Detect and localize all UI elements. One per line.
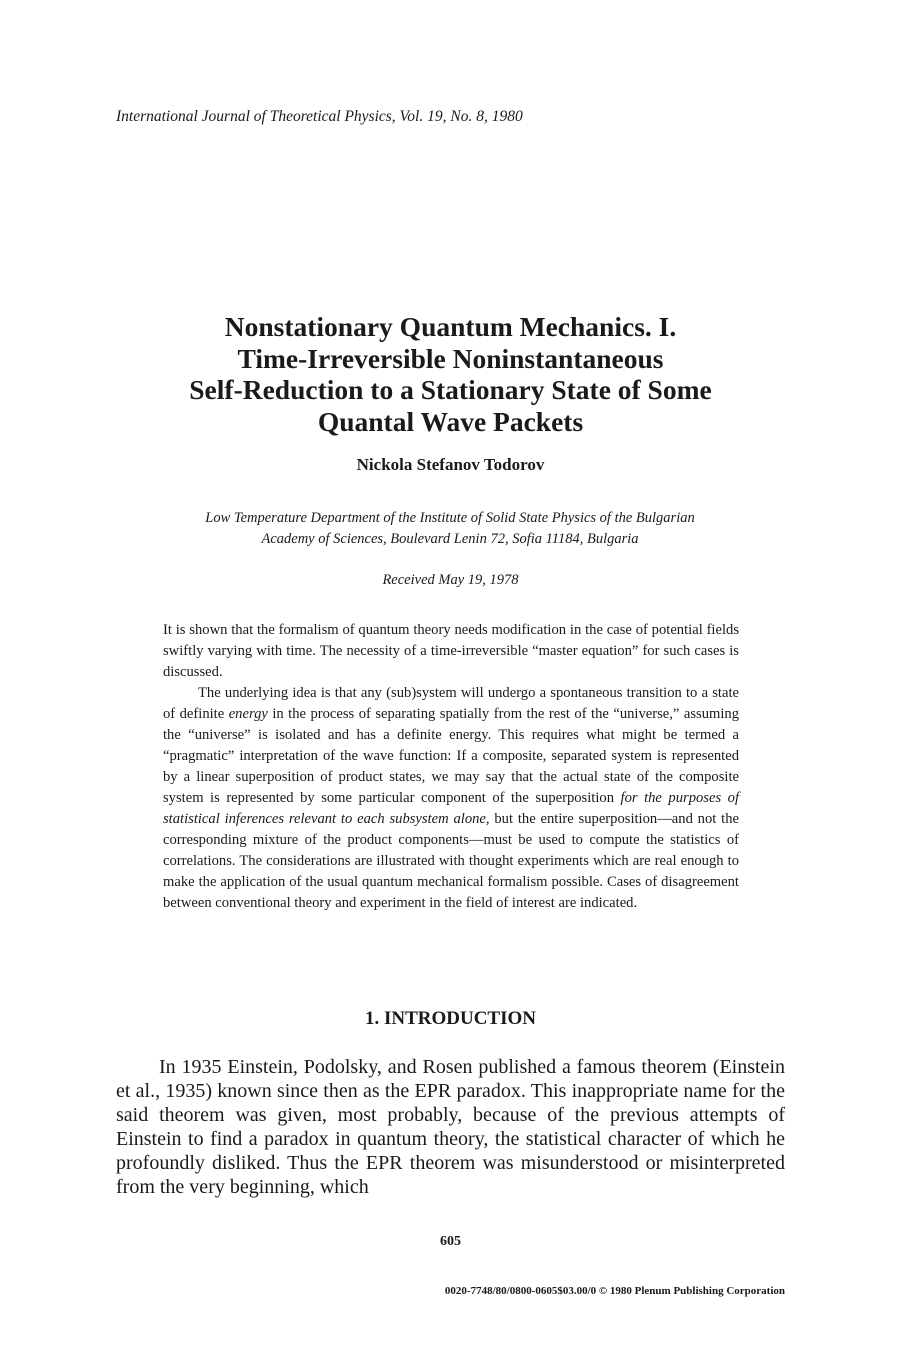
page-number: 605	[440, 1234, 461, 1249]
intro-paragraph: In 1935 Einstein, Podolsky, and Rosen published a famous theorem (Einstein et al., 1935) known since then as the EPR paradox. This inappropriate name for the said theorem was given, most probably, because of the previous attempts of Einstein to find a paradox in quantum theory, the statistical character of which he profoundly disliked. Thus the EPR theorem was misunderstood or misinterpreted from the very beginning, which	[116, 1056, 785, 1198]
title-line: Time-Irreversible Noninstantaneous	[237, 342, 664, 374]
abstract	[163, 620, 739, 914]
abstract-emphasis: energy	[228, 706, 268, 722]
abstract-text: in the process of separating spatially from the rest of the “universe,” assuming the “universe” is isolated and has a definite energy. This requires what might be termed a “pragmatic” interpretation of the wave function: If a composite, separated system is represented by a linear superposition of product states, we may say that the actual state of the composite system is represented by some particular component of the superposition	[163, 706, 739, 806]
abstract-text: but the entire superposition—and not the corresponding mixture of the product components—must be used to compute the statistics of correlations. The considerations are illustrated with thought experiments which are real enough to make the application of the usual quantum mechanical formalism possible. Cases of disagreement between conventional theory and experiment in the field of interest are indicated.	[163, 811, 739, 911]
abstract-text: The underlying idea is that any (sub)system will undergo a spontaneous transition to a state of definite	[163, 685, 739, 722]
journal-citation: International Journal of Theoretical Physics, Vol. 19, No. 8, 1980	[116, 108, 523, 125]
author-name: Nickola Stefanov Todorov	[356, 455, 545, 474]
title-line: Nonstationary Quantum Mechanics. I.	[224, 311, 677, 342]
section-heading: 1. INTRODUCTION	[364, 1008, 537, 1029]
affiliation-line: Academy of Sciences, Boulevard Lenin 72, Sofia 11184, Bulgaria	[261, 531, 639, 547]
title-line: Quantal Wave Packets	[317, 405, 584, 437]
paper-title	[80, 311, 821, 437]
affiliation-line: Low Temperature Department of the Institute of Solid State Physics of the Bulgarian	[205, 510, 695, 526]
author-affiliation	[100, 508, 800, 550]
received-date: Received May 19, 1978	[382, 572, 519, 588]
abstract-paragraph-2	[163, 683, 739, 914]
copyright-footer: 0020-7748/80/0800-0605$03.00/0 © 1980 Plenum Publishing Corporation	[444, 1285, 785, 1297]
title-line: Self-Reduction to a Stationary State of Some	[189, 374, 712, 405]
abstract-emphasis: for the purposes of statistical inferences relevant to each subsystem alone,	[163, 790, 740, 827]
abstract-paragraph-1: It is shown that the formalism of quantum theory needs modification in the case of potential fields swiftly varying with time. The necessity of a time-irreversible “master equation” for such cases is discussed.	[163, 622, 739, 680]
